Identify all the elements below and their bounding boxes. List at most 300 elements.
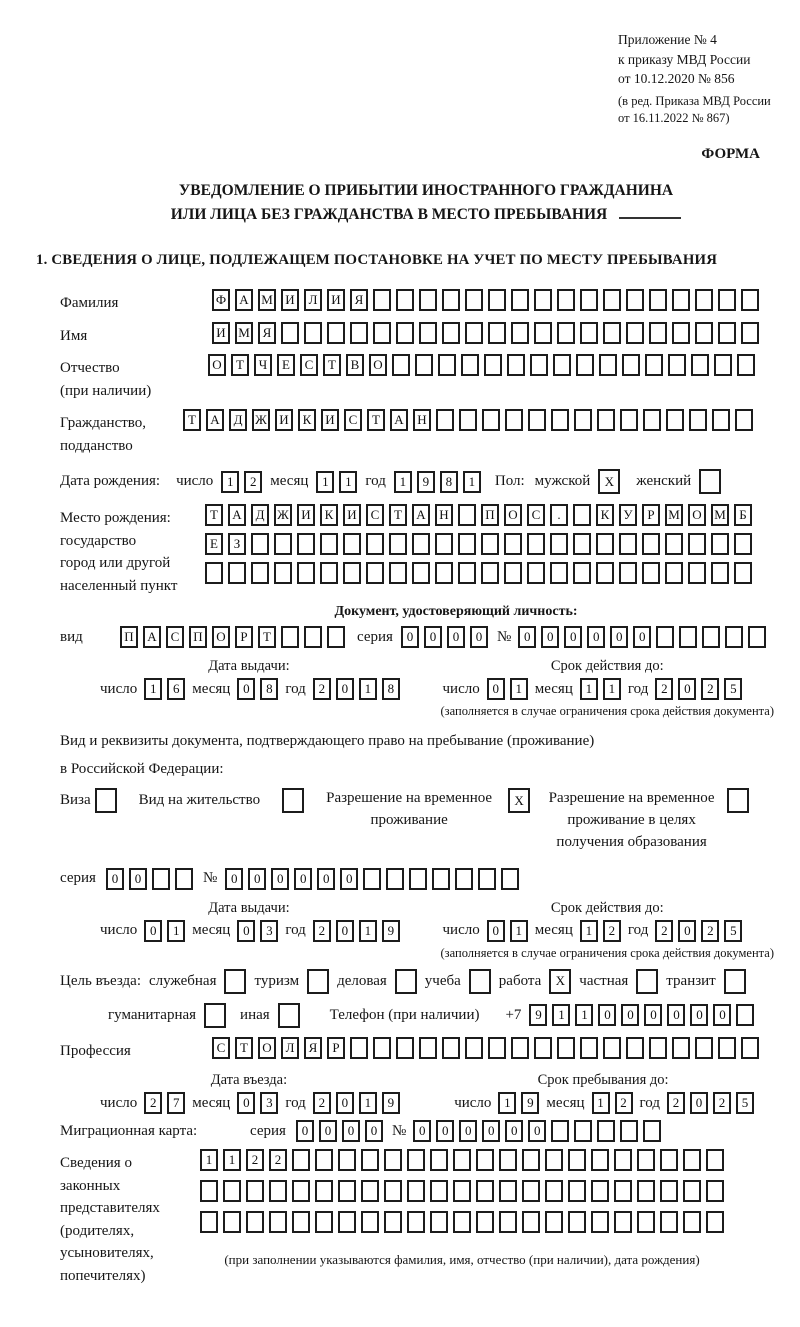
form-cell[interactable] — [534, 1037, 552, 1059]
form-cell[interactable]: 1 — [510, 678, 528, 700]
form-cell[interactable]: 0 — [342, 1120, 360, 1142]
form-cell[interactable]: Я — [350, 289, 368, 311]
id-issue-month-field[interactable] — [237, 678, 278, 700]
birth-place-field-row3[interactable] — [205, 562, 752, 584]
form-cell[interactable] — [228, 562, 246, 584]
form-cell[interactable]: 9 — [417, 471, 435, 493]
form-cell[interactable]: 0 — [505, 1120, 523, 1142]
sex-female-checkbox[interactable] — [699, 469, 721, 494]
form-cell[interactable] — [384, 1149, 402, 1171]
form-cell[interactable] — [488, 1037, 506, 1059]
form-cell[interactable]: 1 — [580, 678, 598, 700]
form-cell[interactable] — [614, 1180, 632, 1202]
form-cell[interactable] — [620, 409, 638, 431]
form-cell[interactable] — [551, 1120, 569, 1142]
form-cell[interactable] — [718, 289, 736, 311]
form-cell[interactable]: И — [275, 409, 293, 431]
stay-month-field[interactable] — [592, 1092, 633, 1114]
form-cell[interactable]: А — [143, 626, 161, 648]
form-cell[interactable] — [396, 289, 414, 311]
form-cell[interactable]: 1 — [359, 678, 377, 700]
form-cell[interactable]: 9 — [382, 920, 400, 942]
form-cell[interactable]: Т — [231, 354, 249, 376]
form-cell[interactable] — [688, 562, 706, 584]
form-cell[interactable] — [614, 1149, 632, 1171]
form-cell[interactable] — [465, 322, 483, 344]
form-cell[interactable] — [665, 533, 683, 555]
form-cell[interactable]: И — [281, 289, 299, 311]
form-cell[interactable] — [580, 322, 598, 344]
phone-field[interactable] — [529, 1004, 754, 1026]
citizenship-field[interactable] — [183, 409, 753, 431]
form-cell[interactable] — [389, 533, 407, 555]
form-cell[interactable] — [455, 868, 473, 890]
form-cell[interactable]: 5 — [736, 1092, 754, 1114]
form-cell[interactable] — [373, 1037, 391, 1059]
form-cell[interactable]: Т — [323, 354, 341, 376]
form-cell[interactable] — [432, 868, 450, 890]
form-cell[interactable] — [573, 562, 591, 584]
form-cell[interactable] — [702, 626, 720, 648]
residence-number-field[interactable] — [225, 868, 519, 890]
form-cell[interactable] — [530, 354, 548, 376]
form-cell[interactable] — [304, 626, 322, 648]
form-cell[interactable] — [281, 626, 299, 648]
form-cell[interactable] — [724, 969, 746, 994]
form-cell[interactable] — [527, 562, 545, 584]
form-cell[interactable]: И — [343, 504, 361, 526]
form-cell[interactable] — [591, 1149, 609, 1171]
form-cell[interactable]: 0 — [621, 1004, 639, 1026]
form-cell[interactable] — [363, 868, 381, 890]
purpose-humanitarian-checkbox[interactable] — [204, 1003, 226, 1028]
form-cell[interactable] — [430, 1149, 448, 1171]
form-cell[interactable]: 1 — [603, 678, 621, 700]
profession-field[interactable] — [212, 1037, 759, 1059]
form-cell[interactable]: С — [527, 504, 545, 526]
purpose-official-checkbox[interactable] — [224, 969, 246, 994]
form-cell[interactable] — [683, 1149, 701, 1171]
form-cell[interactable] — [278, 1003, 300, 1028]
form-cell[interactable] — [691, 354, 709, 376]
form-cell[interactable] — [522, 1211, 540, 1233]
form-cell[interactable] — [224, 969, 246, 994]
entry-year-field[interactable] — [313, 1092, 400, 1114]
form-cell[interactable]: 2 — [313, 678, 331, 700]
form-cell[interactable] — [642, 562, 660, 584]
entry-day-field[interactable] — [144, 1092, 185, 1114]
form-cell[interactable]: 1 — [359, 1092, 377, 1114]
form-cell[interactable] — [384, 1180, 402, 1202]
residence-permit-checkbox[interactable] — [282, 788, 304, 813]
form-cell[interactable]: С — [212, 1037, 230, 1059]
purpose-business-checkbox[interactable] — [395, 969, 417, 994]
form-cell[interactable]: П — [481, 504, 499, 526]
form-cell[interactable] — [315, 1211, 333, 1233]
form-cell[interactable] — [407, 1211, 425, 1233]
res-issue-year-field[interactable] — [313, 920, 400, 942]
form-cell[interactable] — [407, 1180, 425, 1202]
form-cell[interactable]: 0 — [413, 1120, 431, 1142]
res-expiry-month-field[interactable] — [580, 920, 621, 942]
form-cell[interactable]: Е — [277, 354, 295, 376]
form-cell[interactable] — [573, 533, 591, 555]
form-cell[interactable] — [550, 562, 568, 584]
form-cell[interactable] — [622, 354, 640, 376]
form-cell[interactable] — [297, 562, 315, 584]
form-cell[interactable] — [438, 354, 456, 376]
form-cell[interactable] — [580, 289, 598, 311]
form-cell[interactable]: 1 — [592, 1092, 610, 1114]
birth-place-field-row2[interactable] — [205, 533, 752, 555]
form-cell[interactable]: 2 — [655, 678, 673, 700]
form-cell[interactable] — [636, 969, 658, 994]
form-cell[interactable] — [534, 289, 552, 311]
form-cell[interactable] — [274, 562, 292, 584]
id-expiry-year-field[interactable] — [655, 678, 742, 700]
form-cell[interactable] — [714, 354, 732, 376]
form-cell[interactable] — [706, 1211, 724, 1233]
form-cell[interactable] — [395, 969, 417, 994]
res-issue-month-field[interactable] — [237, 920, 278, 942]
purpose-tourism-checkbox[interactable] — [307, 969, 329, 994]
form-cell[interactable] — [453, 1211, 471, 1233]
form-cell[interactable]: 2 — [603, 920, 621, 942]
form-cell[interactable]: Ж — [274, 504, 292, 526]
form-cell[interactable] — [274, 533, 292, 555]
form-cell[interactable] — [315, 1180, 333, 1202]
form-cell[interactable] — [596, 562, 614, 584]
form-cell[interactable] — [711, 533, 729, 555]
residence-series-field[interactable] — [106, 868, 193, 890]
form-cell[interactable] — [200, 1211, 218, 1233]
form-cell[interactable] — [734, 562, 752, 584]
form-cell[interactable] — [223, 1211, 241, 1233]
birth-month-field[interactable] — [316, 471, 357, 493]
form-cell[interactable] — [626, 289, 644, 311]
entry-month-field[interactable] — [237, 1092, 278, 1114]
form-cell[interactable] — [511, 289, 529, 311]
form-cell[interactable] — [453, 1180, 471, 1202]
form-cell[interactable] — [505, 409, 523, 431]
form-cell[interactable] — [557, 289, 575, 311]
form-cell[interactable]: 9 — [382, 1092, 400, 1114]
form-cell[interactable]: О — [258, 1037, 276, 1059]
form-cell[interactable]: 1 — [463, 471, 481, 493]
form-cell[interactable] — [436, 409, 454, 431]
form-cell[interactable]: 0 — [447, 626, 465, 648]
form-cell[interactable]: X — [508, 788, 530, 813]
form-cell[interactable] — [637, 1211, 655, 1233]
form-cell[interactable]: М — [235, 322, 253, 344]
form-cell[interactable] — [741, 289, 759, 311]
form-cell[interactable]: Н — [413, 409, 431, 431]
form-cell[interactable] — [511, 1037, 529, 1059]
form-cell[interactable] — [478, 868, 496, 890]
form-cell[interactable]: О — [208, 354, 226, 376]
form-cell[interactable] — [534, 322, 552, 344]
form-cell[interactable] — [666, 409, 684, 431]
form-cell[interactable] — [620, 1120, 638, 1142]
form-cell[interactable] — [476, 1180, 494, 1202]
form-cell[interactable] — [366, 533, 384, 555]
form-cell[interactable] — [419, 322, 437, 344]
surname-field[interactable] — [212, 289, 759, 311]
visa-checkbox[interactable] — [95, 788, 117, 813]
form-cell[interactable] — [688, 533, 706, 555]
form-cell[interactable]: 9 — [529, 1004, 547, 1026]
form-cell[interactable] — [501, 868, 519, 890]
form-cell[interactable] — [499, 1149, 517, 1171]
form-cell[interactable] — [695, 289, 713, 311]
form-cell[interactable] — [361, 1180, 379, 1202]
form-cell[interactable]: А — [228, 504, 246, 526]
form-cell[interactable] — [459, 409, 477, 431]
form-cell[interactable] — [396, 1037, 414, 1059]
form-cell[interactable] — [665, 562, 683, 584]
form-cell[interactable] — [619, 562, 637, 584]
form-cell[interactable]: Д — [229, 409, 247, 431]
form-cell[interactable] — [727, 788, 749, 813]
form-cell[interactable]: И — [297, 504, 315, 526]
form-cell[interactable] — [668, 354, 686, 376]
birth-day-field[interactable] — [221, 471, 262, 493]
form-cell[interactable]: 3 — [260, 920, 278, 942]
form-cell[interactable] — [476, 1211, 494, 1233]
representatives-field-row2[interactable] — [200, 1180, 724, 1202]
form-cell[interactable]: К — [298, 409, 316, 431]
form-cell[interactable] — [735, 409, 753, 431]
form-cell[interactable]: 2 — [313, 1092, 331, 1114]
form-cell[interactable]: 0 — [319, 1120, 337, 1142]
form-cell[interactable] — [412, 562, 430, 584]
form-cell[interactable] — [507, 354, 525, 376]
form-cell[interactable]: К — [320, 504, 338, 526]
form-cell[interactable]: П — [189, 626, 207, 648]
form-cell[interactable]: 0 — [610, 626, 628, 648]
form-cell[interactable] — [528, 409, 546, 431]
form-cell[interactable]: 2 — [269, 1149, 287, 1171]
form-cell[interactable]: 2 — [713, 1092, 731, 1114]
form-cell[interactable] — [737, 354, 755, 376]
form-cell[interactable] — [683, 1211, 701, 1233]
form-cell[interactable] — [343, 533, 361, 555]
given-name-field[interactable] — [212, 322, 759, 344]
form-cell[interactable] — [643, 409, 661, 431]
doc-series-field[interactable] — [401, 626, 488, 648]
form-cell[interactable]: 0 — [528, 1120, 546, 1142]
form-cell[interactable] — [281, 322, 299, 344]
form-cell[interactable] — [619, 533, 637, 555]
form-cell[interactable]: С — [166, 626, 184, 648]
form-cell[interactable] — [573, 504, 591, 526]
purpose-private-checkbox[interactable] — [636, 969, 658, 994]
form-cell[interactable] — [469, 969, 491, 994]
form-cell[interactable] — [461, 354, 479, 376]
migration-number-field[interactable] — [413, 1120, 661, 1142]
form-cell[interactable] — [152, 868, 170, 890]
form-cell[interactable]: М — [665, 504, 683, 526]
form-cell[interactable]: 0 — [667, 1004, 685, 1026]
form-cell[interactable]: У — [619, 504, 637, 526]
form-cell[interactable]: Д — [251, 504, 269, 526]
form-cell[interactable] — [599, 354, 617, 376]
form-cell[interactable]: 2 — [701, 678, 719, 700]
form-cell[interactable]: 0 — [541, 626, 559, 648]
form-cell[interactable]: 1 — [552, 1004, 570, 1026]
form-cell[interactable]: X — [549, 969, 571, 994]
form-cell[interactable]: 5 — [724, 678, 742, 700]
form-cell[interactable]: 1 — [339, 471, 357, 493]
form-cell[interactable] — [419, 289, 437, 311]
sex-male-checkbox[interactable] — [598, 469, 620, 494]
form-cell[interactable]: Я — [258, 322, 276, 344]
form-cell[interactable]: 0 — [365, 1120, 383, 1142]
form-cell[interactable] — [412, 533, 430, 555]
temp-residence-edu-checkbox[interactable] — [727, 788, 749, 813]
form-cell[interactable]: Т — [205, 504, 223, 526]
form-cell[interactable]: 0 — [237, 678, 255, 700]
form-cell[interactable]: 2 — [667, 1092, 685, 1114]
form-cell[interactable] — [327, 322, 345, 344]
form-cell[interactable]: О — [504, 504, 522, 526]
form-cell[interactable] — [645, 354, 663, 376]
form-cell[interactable] — [568, 1149, 586, 1171]
form-cell[interactable] — [695, 322, 713, 344]
form-cell[interactable] — [741, 322, 759, 344]
form-cell[interactable]: 0 — [459, 1120, 477, 1142]
form-cell[interactable] — [660, 1180, 678, 1202]
form-cell[interactable]: О — [369, 354, 387, 376]
form-cell[interactable] — [350, 322, 368, 344]
form-cell[interactable] — [481, 533, 499, 555]
form-cell[interactable]: 0 — [129, 868, 147, 890]
form-cell[interactable]: Т — [389, 504, 407, 526]
form-cell[interactable]: 1 — [510, 920, 528, 942]
form-cell[interactable]: 8 — [260, 678, 278, 700]
form-cell[interactable] — [626, 322, 644, 344]
form-cell[interactable]: К — [596, 504, 614, 526]
form-cell[interactable]: П — [120, 626, 138, 648]
form-cell[interactable]: 0 — [296, 1120, 314, 1142]
form-cell[interactable] — [292, 1149, 310, 1171]
form-cell[interactable] — [672, 289, 690, 311]
representatives-field-row1[interactable] — [200, 1149, 724, 1171]
form-cell[interactable] — [706, 1180, 724, 1202]
form-cell[interactable]: 1 — [316, 471, 334, 493]
purpose-other-checkbox[interactable] — [278, 1003, 300, 1028]
form-cell[interactable]: С — [344, 409, 362, 431]
form-cell[interactable] — [712, 409, 730, 431]
form-cell[interactable]: 0 — [587, 626, 605, 648]
form-cell[interactable] — [430, 1211, 448, 1233]
purpose-study-checkbox[interactable] — [469, 969, 491, 994]
form-cell[interactable] — [568, 1211, 586, 1233]
form-cell[interactable] — [476, 1149, 494, 1171]
form-cell[interactable]: 3 — [260, 1092, 278, 1114]
form-cell[interactable]: 7 — [167, 1092, 185, 1114]
form-cell[interactable] — [557, 322, 575, 344]
form-cell[interactable] — [660, 1211, 678, 1233]
form-cell[interactable] — [307, 969, 329, 994]
patronymic-field[interactable] — [208, 354, 755, 376]
form-cell[interactable]: 0 — [487, 678, 505, 700]
form-cell[interactable]: А — [390, 409, 408, 431]
form-cell[interactable] — [488, 322, 506, 344]
form-cell[interactable] — [504, 533, 522, 555]
id-issue-year-field[interactable] — [313, 678, 400, 700]
form-cell[interactable] — [527, 533, 545, 555]
form-cell[interactable] — [442, 1037, 460, 1059]
form-cell[interactable]: А — [206, 409, 224, 431]
form-cell[interactable] — [175, 868, 193, 890]
form-cell[interactable]: 1 — [144, 678, 162, 700]
id-expiry-month-field[interactable] — [580, 678, 621, 700]
form-cell[interactable]: 0 — [633, 626, 651, 648]
form-cell[interactable]: 5 — [724, 920, 742, 942]
form-cell[interactable]: . — [550, 504, 568, 526]
form-cell[interactable]: 0 — [644, 1004, 662, 1026]
form-cell[interactable] — [442, 289, 460, 311]
form-cell[interactable] — [458, 504, 476, 526]
form-cell[interactable] — [672, 1037, 690, 1059]
form-cell[interactable] — [419, 1037, 437, 1059]
form-cell[interactable]: 0 — [713, 1004, 731, 1026]
form-cell[interactable] — [574, 409, 592, 431]
form-cell[interactable] — [392, 354, 410, 376]
form-cell[interactable] — [409, 868, 427, 890]
form-cell[interactable] — [304, 322, 322, 344]
form-cell[interactable]: М — [711, 504, 729, 526]
form-cell[interactable] — [597, 409, 615, 431]
form-cell[interactable]: 2 — [313, 920, 331, 942]
form-cell[interactable]: 1 — [200, 1149, 218, 1171]
form-cell[interactable]: 0 — [678, 678, 696, 700]
res-expiry-day-field[interactable] — [487, 920, 528, 942]
form-cell[interactable] — [511, 322, 529, 344]
form-cell[interactable]: 0 — [225, 868, 243, 890]
form-cell[interactable]: 0 — [336, 1092, 354, 1114]
form-cell[interactable] — [545, 1211, 563, 1233]
form-cell[interactable] — [683, 1180, 701, 1202]
form-cell[interactable] — [574, 1120, 592, 1142]
form-cell[interactable]: Т — [235, 1037, 253, 1059]
form-cell[interactable]: А — [235, 289, 253, 311]
form-cell[interactable]: И — [212, 322, 230, 344]
form-cell[interactable] — [649, 289, 667, 311]
form-cell[interactable] — [482, 409, 500, 431]
form-cell[interactable]: 0 — [237, 1092, 255, 1114]
form-cell[interactable] — [343, 562, 361, 584]
form-cell[interactable] — [626, 1037, 644, 1059]
form-cell[interactable]: И — [321, 409, 339, 431]
form-cell[interactable] — [223, 1180, 241, 1202]
form-cell[interactable]: 1 — [394, 471, 412, 493]
form-cell[interactable] — [204, 1003, 226, 1028]
form-cell[interactable] — [522, 1180, 540, 1202]
form-cell[interactable]: 1 — [575, 1004, 593, 1026]
form-cell[interactable] — [748, 626, 766, 648]
res-issue-day-field[interactable] — [144, 920, 185, 942]
form-cell[interactable] — [269, 1180, 287, 1202]
form-cell[interactable] — [366, 562, 384, 584]
form-cell[interactable] — [373, 289, 391, 311]
form-cell[interactable] — [488, 289, 506, 311]
form-cell[interactable] — [350, 1037, 368, 1059]
form-cell[interactable] — [649, 322, 667, 344]
form-cell[interactable]: 0 — [690, 1004, 708, 1026]
res-expiry-year-field[interactable] — [655, 920, 742, 942]
